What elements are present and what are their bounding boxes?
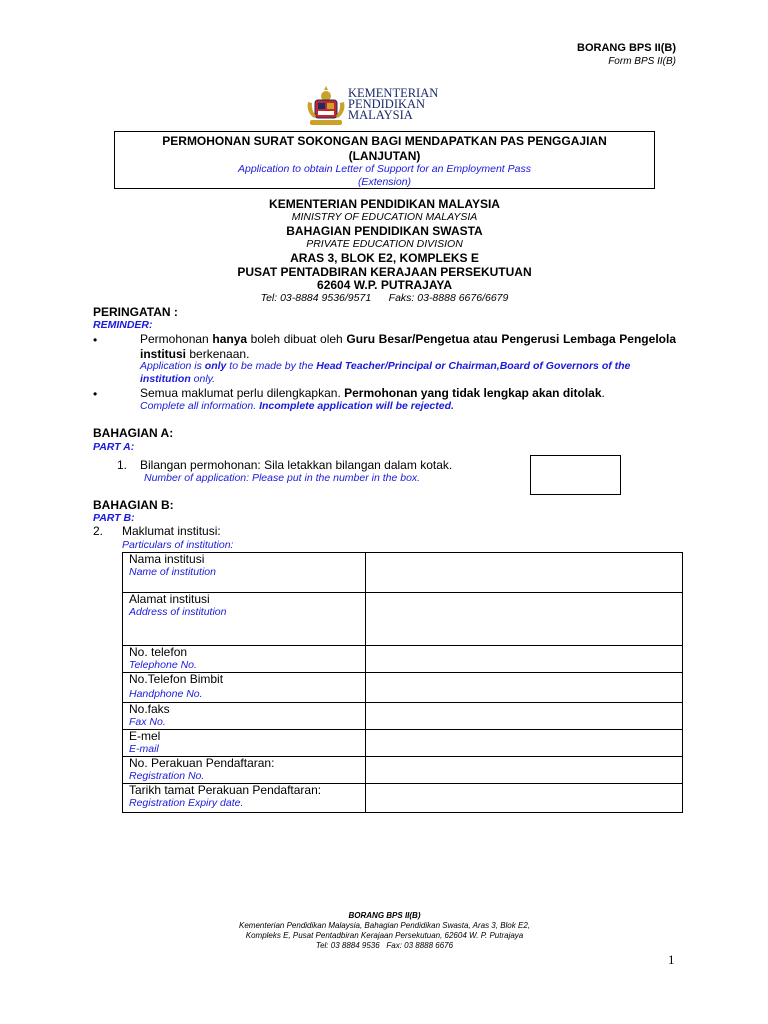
- form-title-en: [114, 163, 655, 189]
- logo-line-2: PENDIDIKAN: [348, 97, 426, 111]
- bullet-icon: •: [93, 387, 98, 401]
- footer-line-3: Tel: 03 8884 9536 Fax: 03 8888 6676: [315, 941, 454, 950]
- reminder-item-2: [140, 386, 676, 401]
- registration-expiry-label-en: Registration Expiry date.: [129, 797, 244, 809]
- part-a-title: BAHAGIAN A:: [93, 426, 174, 440]
- form-title-line-1: PERMOHONAN SURAT SOKONGAN BAGI MENDAPATKAN PAS PENGGAJIAN: [162, 134, 607, 148]
- reminder-1-en-d: Head Teacher/Principal or Chairman,Board of Governors of the institution: [140, 360, 631, 385]
- contact-line: Tel: 03-8884 9536/9571 Faks: 03-8888 6676/6679: [260, 292, 509, 304]
- institution-particulars-table: [122, 552, 683, 813]
- handphone-label: No.Telefon Bimbit: [129, 672, 224, 686]
- institution-address-label-cell: [123, 593, 366, 646]
- reminder-1-en-c: to be made by the: [226, 360, 317, 372]
- part-a-title-en: PART A:: [93, 441, 135, 453]
- table-row: [123, 646, 683, 673]
- registration-expiry-label-cell: [123, 784, 366, 813]
- logo-line-3: MALAYSIA: [348, 108, 413, 122]
- institution-address-label-en: Address of institution: [129, 606, 227, 618]
- reminder-1-text-d: Guru Besar/Pengetua atau Pengerusi Lembaga Pengelola institusi: [140, 332, 676, 361]
- part-b-title: BAHAGIAN B:: [93, 498, 174, 512]
- question-1-label-en: Number of application: Please put in the number in the box.: [144, 472, 421, 484]
- telephone-label-cell: [123, 646, 366, 673]
- registration-number-label-cell: [123, 757, 366, 784]
- institution-address-label: Alamat institusi: [129, 592, 210, 606]
- form-title: [114, 134, 655, 164]
- form-code-en: Form BPS II(B): [608, 56, 676, 67]
- table-row: [123, 703, 683, 730]
- form-title-en-line-2: (Extension): [357, 176, 412, 188]
- reminder-2-text-c: .: [601, 386, 605, 400]
- fax-label-en: Fax No.: [129, 716, 166, 728]
- reminder-1-en-a: Application is: [140, 360, 205, 372]
- registration-number-label-en: Registration No.: [129, 770, 205, 782]
- form-code: BORANG BPS II(B): [577, 42, 676, 54]
- handphone-label-cell: [123, 673, 366, 703]
- page-footer: [114, 911, 655, 951]
- footer-line-1: Kementerian Pendidikan Malaysia, Bahagian Pendidikan Swasta, Aras 3, Blok E2,: [239, 921, 530, 930]
- ministry-name: KEMENTERIAN PENDIDIKAN MALAYSIA: [269, 197, 500, 211]
- division-name-en: PRIVATE EDUCATION DIVISION: [306, 238, 463, 250]
- logo-line-1: KEMENTERIAN: [348, 86, 439, 100]
- bullet-icon: •: [93, 333, 98, 347]
- footer-line-2: Kompleks E, Pusat Pentadbiran Kerajaan Persekutuan, 62604 W. P. Putrajaya: [245, 931, 524, 940]
- handphone-label-en: Handphone No.: [129, 688, 203, 700]
- institution-name-field[interactable]: [366, 553, 683, 593]
- page-number: 1: [668, 952, 675, 967]
- email-label-cell: [123, 730, 366, 757]
- registration-number-label: No. Perakuan Pendaftaran:: [129, 756, 275, 770]
- email-field[interactable]: [366, 730, 683, 757]
- reminder-item-1: [140, 332, 676, 362]
- fax-field[interactable]: [366, 703, 683, 730]
- reminder-1-en-e: only.: [190, 373, 216, 385]
- reminder-2-text-b: Permohonan yang tidak lengkap akan ditolak: [344, 386, 602, 400]
- question-2-label-en: Particulars of institution:: [122, 539, 234, 551]
- reminder-1-text-c: boleh dibuat oleh: [247, 332, 347, 346]
- reminder-2-en-a: Complete all information.: [140, 400, 260, 412]
- institution-name-label-cell: [123, 553, 366, 593]
- reminder-1-en-b: only: [204, 360, 227, 372]
- table-row: [123, 553, 683, 593]
- application-count-input[interactable]: [530, 455, 621, 495]
- table-row: [123, 593, 683, 646]
- reminder-2-text-a: Semua maklumat perlu dilengkapkan.: [140, 386, 345, 400]
- fax-label: No.faks: [129, 702, 170, 716]
- telephone-label-en: Telephone No.: [129, 659, 197, 671]
- table-row: [123, 784, 683, 813]
- address-line-3: 62604 W.P. PUTRAJAYA: [317, 278, 452, 292]
- reminder-item-2-en: [140, 400, 676, 413]
- reminder-1-text-a: Permohonan: [140, 332, 213, 346]
- table-row: [123, 673, 683, 703]
- division-name: BAHAGIAN PENDIDIKAN SWASTA: [286, 224, 483, 238]
- fax-label-cell: [123, 703, 366, 730]
- question-1-label: Bilangan permohonan: Sila letakkan bilangan dalam kotak.: [140, 458, 453, 472]
- reminder-1-text-b: hanya: [212, 332, 248, 346]
- institution-name-label-en: Name of institution: [129, 566, 216, 578]
- reminder-title-en: REMINDER:: [93, 319, 153, 331]
- address-line-1: ARAS 3, BLOK E2, KOMPLEKS E: [290, 251, 479, 265]
- ministry-name-en: MINISTRY OF EDUCATION MALAYSIA: [291, 211, 478, 223]
- telephone-field[interactable]: [366, 646, 683, 673]
- question-2-label: Maklumat institusi:: [122, 524, 221, 538]
- email-label: E-mel: [129, 729, 161, 743]
- institution-address-field[interactable]: [366, 593, 683, 646]
- reminder-1-text-e: berkenaan.: [186, 347, 250, 361]
- email-label-en: E-mail: [129, 743, 159, 755]
- reminder-item-1-en: [140, 360, 676, 386]
- registration-expiry-field[interactable]: [366, 784, 683, 813]
- institution-name-label: Nama institusi: [129, 552, 205, 566]
- ministry-logo-text: [348, 88, 438, 121]
- registration-expiry-label: Tarikh tamat Perakuan Pendaftaran:: [129, 783, 322, 797]
- footer-form-code: BORANG BPS II(B): [348, 911, 421, 920]
- table-row: [123, 730, 683, 757]
- handphone-field[interactable]: [366, 673, 683, 703]
- form-title-line-2: (LANJUTAN): [348, 149, 421, 163]
- form-title-en-line-1: Application to obtain Letter of Support for an Employment Pass: [237, 163, 531, 175]
- telephone-label: No. telefon: [129, 645, 188, 659]
- question-2-number: 2.: [93, 524, 104, 538]
- address-line-2: PUSAT PENTADBIRAN KERAJAAN PERSEKUTUAN: [237, 265, 532, 279]
- registration-number-field[interactable]: [366, 757, 683, 784]
- question-1-number: 1.: [117, 458, 128, 472]
- reminder-title: PERINGATAN :: [93, 305, 178, 319]
- part-b-title-en: PART B:: [93, 512, 135, 524]
- reminder-2-en-b: Incomplete application will be rejected.: [259, 400, 454, 412]
- table-row: [123, 757, 683, 784]
